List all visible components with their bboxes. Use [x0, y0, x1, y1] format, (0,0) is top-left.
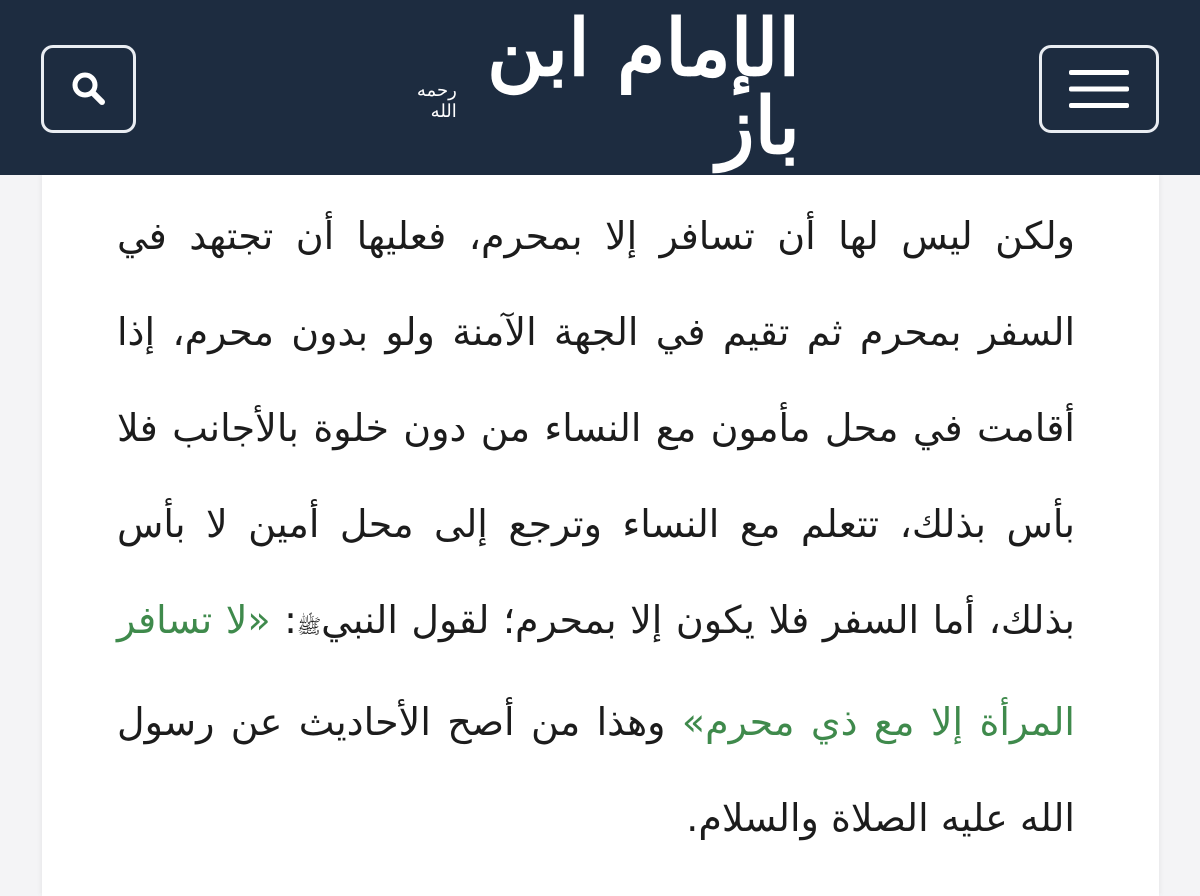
article-text-part2: وهذا من أصح الأحاديث عن رسول الله عليه الصلاة والسلام.	[117, 700, 1075, 840]
search-icon	[69, 69, 109, 109]
search-button[interactable]	[41, 45, 136, 133]
honorific-symbol: ﷺ	[296, 614, 322, 638]
logo-suffix: رحمه الله	[416, 80, 457, 122]
logo-text: الإمام ابن باز	[487, 2, 800, 172]
hadith-quote[interactable]: «لا تسافر المرأة إلا مع ذي محرم»	[117, 598, 1075, 744]
site-header	[0, 0, 1200, 175]
article-text-part1: ولكن ليس لها أن تسافر إلا بمحرم، فعليها أن تجتهد في السفر بمحرم ثم تقيم في الجهة الآمنة ولو بدون محرم، إذا أقامت في محل مأمون مع النساء من دون خلوة بالأجانب فلا بأس بذلك، تتعلم مع النساء وترجع إلى محل أمين لا بأس بذلك، أما السفر فلا يكون إلا بمحرم؛ لقول النبي	[117, 214, 1076, 642]
site-logo[interactable]	[400, 2, 800, 172]
article-body	[117, 188, 1075, 866]
colon: :	[270, 598, 297, 642]
hamburger-menu-icon	[1067, 67, 1131, 111]
menu-button[interactable]	[1039, 45, 1159, 133]
